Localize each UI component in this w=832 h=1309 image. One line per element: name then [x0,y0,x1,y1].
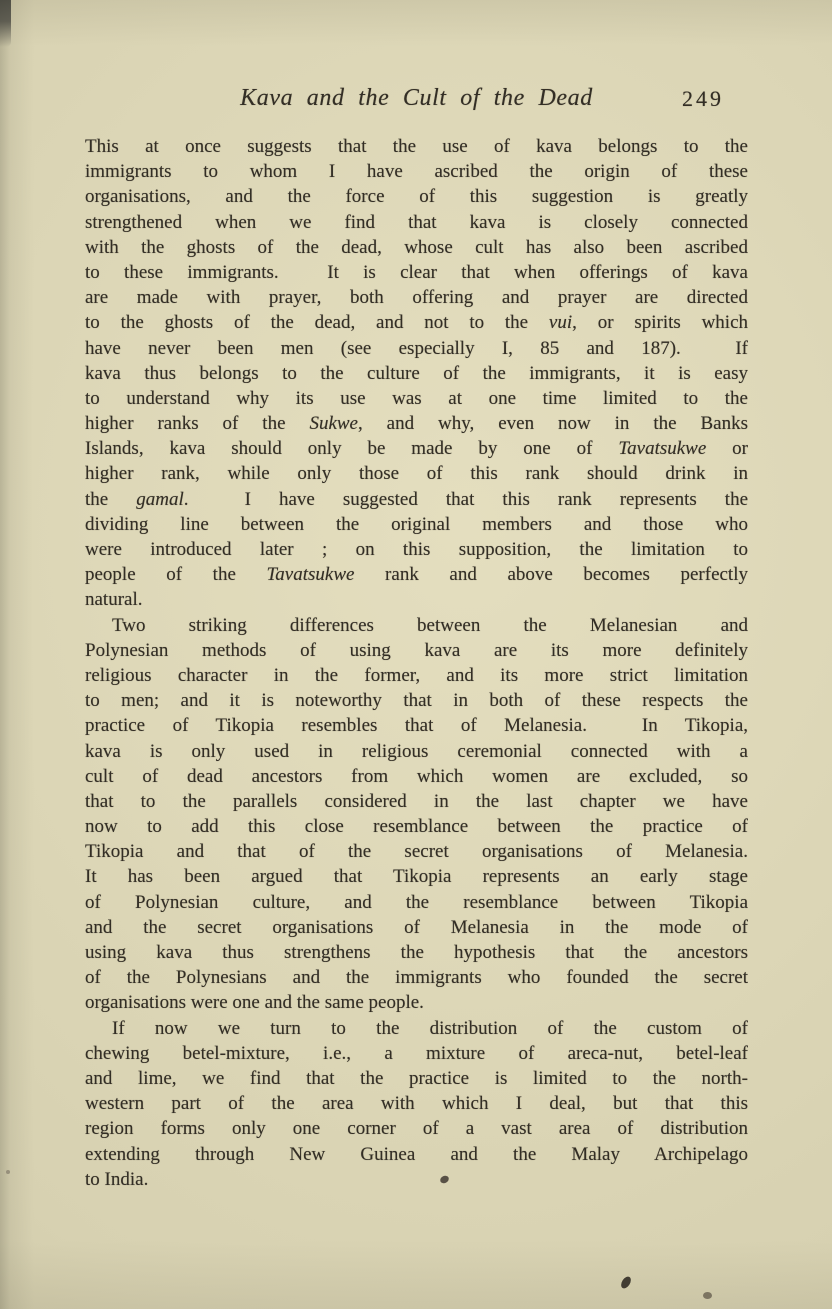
text-line: It has been argued that Tikopia represents an early stage [85,866,748,888]
text-line: of the Polynesians and the immigrants who founded the secret [85,967,748,989]
text-line: now to add this close resemblance between the practice of [85,816,748,838]
text-line: to India. [85,1168,149,1190]
ink-spot [703,1292,712,1299]
text-line: to these immigrants. It is clear that when offerings of kava [85,261,748,283]
text-line: and lime, we find that the practice is limited to the north- [85,1067,748,1089]
text-line: Tikopia and that of the secret organisations of Melanesia. [85,841,748,863]
text-line: have never been men (see especially I, 85 and 187). If [85,337,748,359]
running-header [85,82,748,116]
text-line: If now we turn to the distribution of the custom of [112,1017,748,1039]
text-line: and the secret organisations of Melanesia in the mode of [85,916,748,938]
scan-edge-artifact [0,0,11,47]
text-line: are made with prayer, both offering and prayer are directed [85,287,748,309]
text-line: higher rank, while only those of this rank should drink in [85,463,748,485]
text-line: cult of dead ancestors from which women are excluded, so [85,765,748,787]
paragraph [85,1016,748,1192]
text-line: extending through New Guinea and the Malay Archipelago [85,1143,748,1165]
text-line: region forms only one corner of a vast area of distribution [85,1118,748,1140]
text-line: Two striking differences between the Melanesian and [112,614,748,636]
text-line: Islands, kava should only be made by one of Tavatsukwe or [85,438,748,460]
text-line: chewing betel-mixture, i.e., a mixture of areca-nut, betel-leaf [85,1042,748,1064]
text-line: immigrants to whom I have ascribed the origin of these [85,161,748,183]
text-line: organisations, and the force of this suggestion is greatly [85,186,748,208]
text-line: Polynesian methods of using kava are its more definitely [85,639,748,661]
page-number: 249 [682,86,724,111]
text-line: to understand why its use was at one time limited to the [85,387,748,409]
text-line: were introduced later ; on this supposition, the limitation to [85,539,748,560]
text-line: of Polynesian culture, and the resemblance between Tikopia [85,891,748,913]
text-line: with the ghosts of the dead, whose cult has also been ascribed [85,236,748,258]
text-line: This at once suggests that the use of kava belongs to the [85,136,748,157]
paragraph [85,613,748,1016]
chapter-title: Kava and the Cult of the Dead [240,85,593,111]
text-line: organisations were one and the same people. [85,992,424,1014]
text-line: natural. [85,589,143,611]
text-line: western part of the area with which I deal, but that this [85,1093,748,1115]
text-line: using kava thus strengthens the hypothesis that the ancestors [85,942,748,963]
text-line: that to the parallels considered in the last chapter we have [85,790,748,812]
text-line: kava thus belongs to the culture of the immigrants, it is easy [85,362,748,384]
ink-spot [6,1170,10,1174]
text-line: kava is only used in religious ceremonial connected with a [85,740,748,762]
paragraph [85,134,748,613]
text-line: to the ghosts of the dead, and not to the vui, or spirits which [85,312,748,334]
text-line: to men; and it is noteworthy that in both of these respects the [85,690,748,712]
text-line: strengthened when we find that kava is closely connected [85,211,748,233]
body-text [85,134,748,1192]
text-line: religious character in the former, and its more strict limitation [85,664,748,686]
text-line: dividing line between the original members and those who [85,513,748,535]
text-line: the gamal. I have suggested that this rank represents the [85,488,748,510]
text-line: higher ranks of the Sukwe, and why, even now in the Banks [85,413,748,435]
text-line: practice of Tikopia resembles that of Melanesia. In Tikopia, [85,715,748,737]
text-line: people of the Tavatsukwe rank and above becomes perfectly [85,564,748,586]
ink-spot [619,1275,633,1290]
